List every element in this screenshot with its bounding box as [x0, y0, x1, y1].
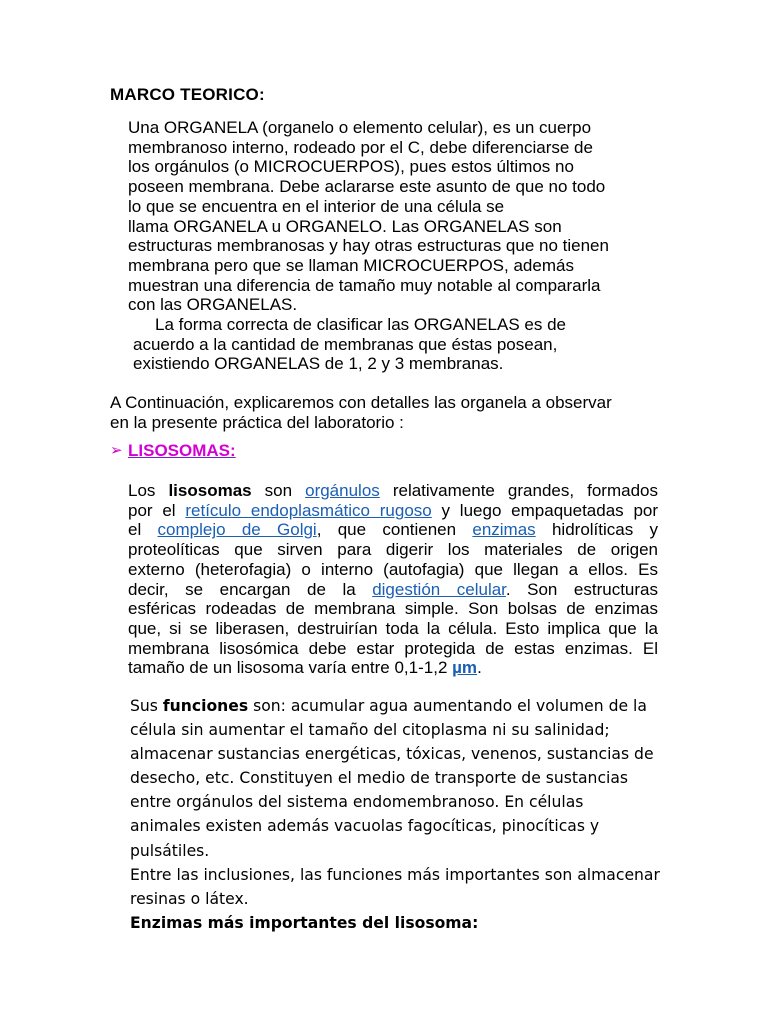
text-line: con las ORGANELAS. [128, 295, 298, 315]
text-line: membrana lisosómica debe estar protegida de estas enzimas. El [128, 638, 658, 658]
text-line: animales existen además vacuolas fagocíticas, pinocíticas y [130, 817, 600, 836]
text-line: existiendo ORGANELAS de 1, 2 y 3 membranas. [133, 354, 504, 374]
link-micrometro[interactable]: µm [452, 658, 478, 678]
bold-heading: Enzimas más importantes del lisosoma: [130, 913, 479, 932]
link-complejo-golgi[interactable]: complejo de Golgi [157, 520, 317, 540]
text-line: estructuras membranosas y hay otras estructuras que no tienen [128, 236, 609, 256]
text-line: célula sin aumentar el tamaño del citoplasma ni su salinidad; [130, 721, 610, 740]
text-line: que, si se liberasen, destruirían toda la célula. Esto implica que la [128, 618, 658, 638]
text-run: tamaño de un lisosoma varía entre 0,1-1,2 [128, 658, 453, 678]
lisosomas-paragraph [128, 481, 658, 678]
text-line: en la presente práctica del laboratorio : [110, 412, 404, 432]
text-line: poseen membrana. Debe aclararse este asunto de que no todo [128, 177, 606, 197]
text-run: Sus [130, 697, 163, 715]
text-line: muestran una diferencia de tamaño muy notable al compararla [128, 275, 601, 295]
text-line: Entre las inclusiones, las funciones más importantes son almacenar [130, 865, 660, 884]
text-line: esféricas rodeadas de membrana simple. Son bolsas de enzimas [128, 599, 658, 619]
text-run: hidrolíticas y [535, 520, 659, 540]
text-line [128, 658, 658, 678]
text-line [130, 694, 670, 718]
text-line: desecho, etc. Constituyen el medio de transporte de sustancias [130, 769, 629, 788]
text-line: Una ORGANELA (organelo o elemento celular), es un cuerpo [128, 118, 592, 137]
text-run: . [477, 658, 482, 678]
text-run: por el [128, 500, 186, 520]
arrow-bullet-icon: ➢ [110, 442, 123, 459]
continuation-paragraph [110, 393, 612, 432]
link-digestion-celular[interactable]: digestión celular [372, 579, 506, 599]
text-line: membranoso interno, rodeado por el C, debe diferenciarse de [128, 137, 593, 157]
text-line: pulsátiles. [130, 841, 210, 860]
classification-paragraph [133, 315, 566, 374]
text-line [128, 520, 658, 540]
link-enzimas[interactable]: enzimas [472, 520, 536, 540]
text-line: externo (heterofagia) o interno (autofagia) que llegan a ellos. Es [128, 559, 658, 579]
funciones-paragraph [130, 694, 670, 935]
text-line: almacenar sustancias energéticas, tóxicas, venenos, sustancias de [130, 745, 654, 764]
text-run: son: acumular agua aumentando el volumen de la [248, 697, 647, 715]
text-run: decir, se encargan de la [128, 579, 373, 599]
text-line [128, 580, 658, 600]
text-line: lo que se encuentra en el interior de una célula se [128, 196, 505, 216]
page-title: MARCO TEORICO: [110, 85, 265, 104]
text-run: son [251, 481, 306, 500]
bold-term: funciones [162, 697, 249, 715]
link-reticulo-endoplasmatico[interactable]: retículo endoplasmático rugoso [185, 500, 432, 520]
text-run: el [128, 520, 158, 540]
section-title: LISOSOMAS: [128, 441, 236, 460]
enzimas-heading [130, 911, 670, 935]
text-line: acuerdo a la cantidad de membranas que éstas posean, [133, 334, 558, 354]
text-run: y luego empaquetadas por [431, 500, 659, 520]
section-header-lisosomas [110, 441, 236, 461]
text-run: Los [128, 481, 169, 500]
intro-paragraph [128, 118, 609, 315]
text-run: . Son estructuras [505, 579, 658, 599]
text-line: los orgánulos (o MICROCUERPOS), pues estos últimos no [128, 157, 574, 177]
text-line: entre orgánulos del sistema endomembranoso. En células [130, 793, 584, 812]
bold-term: lisosomas [168, 481, 252, 500]
text-run: , que contienen [316, 520, 473, 540]
text-line: resinas o látex. [130, 889, 249, 908]
link-organulos[interactable]: orgánulos [305, 481, 380, 500]
text-line [128, 481, 658, 501]
text-run: relativamente grandes, formados [379, 481, 658, 500]
text-line [128, 501, 658, 521]
text-line: proteolíticas que sirven para digerir los materiales de origen [128, 540, 658, 560]
text-line: A Continuación, explicaremos con detalles las organela a observar [110, 393, 612, 412]
text-line: llama ORGANELA u ORGANELO. Las ORGANELAS son [128, 216, 562, 236]
text-line: membrana pero que se llaman MICROCUERPOS, además [128, 255, 574, 275]
text-line: La forma correcta de clasificar las ORGANELAS es de [155, 315, 566, 334]
